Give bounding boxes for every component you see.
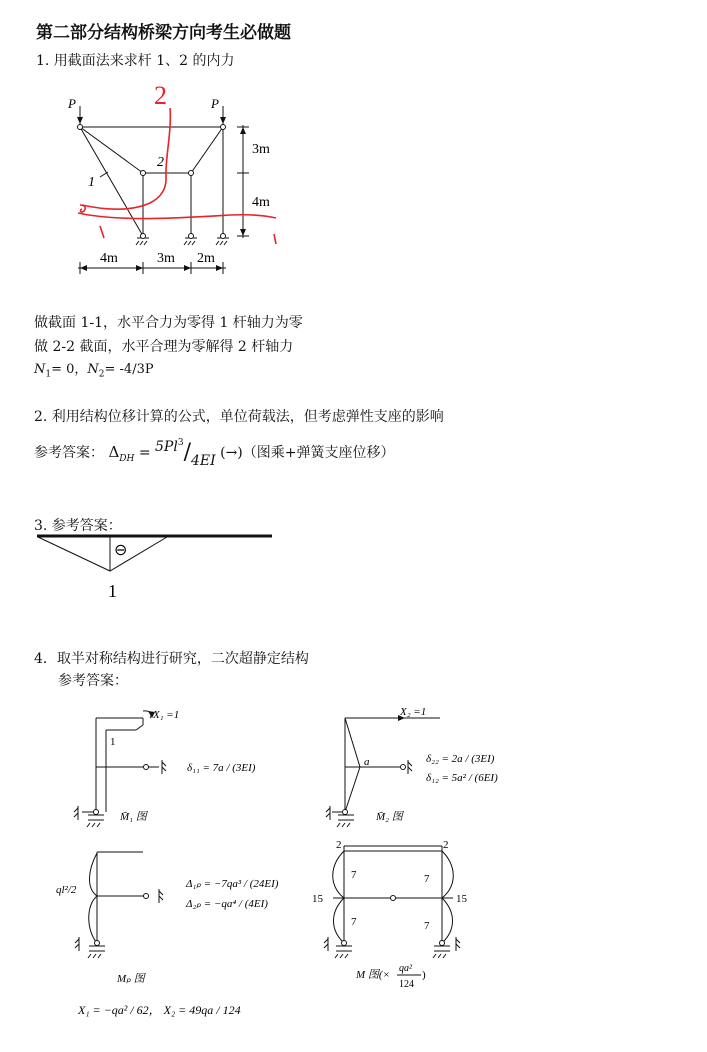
m2-delta1: δ₂₂ = 2a / (3EI) xyxy=(426,753,495,765)
q1-line2: 做 2-2 截面，水平合理为零解得 2 杆轴力 xyxy=(34,339,294,355)
q2-question: 2. 利用结构位移计算的公式，单位荷载法，但考虑弹性支座的影响 xyxy=(34,409,444,425)
m2-a-label: a xyxy=(364,756,370,768)
bar1-label: 1 xyxy=(88,175,95,190)
m-label-7-ll: 7 xyxy=(351,916,357,928)
equals: = xyxy=(138,445,151,461)
bar2-label: 2 xyxy=(157,155,164,170)
mp-caption: Mₚ 图 xyxy=(117,973,145,985)
influence-value: 1 xyxy=(108,581,117,601)
n2-label: N xyxy=(87,362,99,377)
n1-sub: 1 xyxy=(45,369,52,380)
m-label-7-ul: 7 xyxy=(351,869,357,881)
dim-4m-vertical: 4m xyxy=(252,195,270,210)
q4-answer-label: 参考答案： xyxy=(58,673,128,689)
note: （图乘+弹簧支座位移） xyxy=(242,445,395,461)
m1-x-label: X₁ =1 xyxy=(153,709,180,721)
n2-value: = -4/3P xyxy=(104,362,154,377)
load-p-left: P xyxy=(68,96,76,111)
n1-value: = 0， xyxy=(51,362,88,377)
m-factor-den: 124 xyxy=(399,979,414,990)
mp-left-label: ql²/2 xyxy=(56,884,77,896)
m-caption: M 图(× xyxy=(356,969,390,981)
m1-caption: M̄₁ 图 xyxy=(120,811,147,823)
delta-sub: DH xyxy=(119,453,135,464)
minus-sign: ⊖ xyxy=(114,542,128,559)
q1-question: 1. 用截面法来求杆 1、2 的内力 xyxy=(36,53,235,69)
m-factor-num: qa² xyxy=(399,963,412,974)
m1-delta: δ₁₁ = 7a / (3EI) xyxy=(187,762,256,774)
m-caption-end: ) xyxy=(422,969,426,981)
n1-label: N xyxy=(34,362,46,377)
dim-4m-horizontal: 4m xyxy=(100,251,118,266)
n2-sub: 2 xyxy=(98,369,105,380)
m-label-15-left: 15 xyxy=(312,893,323,905)
hand-mark-2: 2 xyxy=(154,81,167,110)
q4-result: X₁ = −qa² / 62， X₂ = 49qa / 124 xyxy=(78,1003,241,1017)
m-label-2-left: 2 xyxy=(336,839,342,851)
num-sup: 3 xyxy=(177,438,184,449)
load-p-right: P xyxy=(211,96,219,111)
m2-delta2: δ₁₂ = 5a² / (6EI) xyxy=(426,772,498,784)
answer-prefix: 参考答案： xyxy=(34,445,104,461)
m-label-2-right: 2 xyxy=(443,839,449,851)
q3-question: 3. 参考答案： xyxy=(34,518,122,534)
m2-caption: M̄₂ 图 xyxy=(376,811,403,823)
q1-line1: 做截面 1-1，水平合力为零得 1 杆轴力为零 xyxy=(34,315,303,331)
m-label-7-ur: 7 xyxy=(424,873,430,885)
denominator: 4EI xyxy=(190,453,216,469)
q2-answer: 参考答案： $\Delta_{DH} = 5Pl^3/4EI$ (→)（图乘+弹簧支座位移） xyxy=(34,438,395,469)
arrow: (→) xyxy=(220,445,243,461)
dim-2m-horizontal: 2m xyxy=(197,251,215,266)
m2-x-label: X₂ =1 xyxy=(400,706,427,718)
m-label-15-right: 15 xyxy=(456,893,467,905)
m-label-7-lr: 7 xyxy=(424,920,430,932)
m1-one-label: 1 xyxy=(110,736,116,748)
dim-3m-horizontal: 3m xyxy=(157,251,175,266)
q4-question: 4．取半对称结构进行研究，二次超静定结构 xyxy=(34,651,309,667)
mp-delta1: Δ₁ₚ = −7qa³ / (24EI) xyxy=(186,878,279,890)
page-title: 第二部分结构桥梁方向考生必做题 xyxy=(36,23,291,43)
mp-delta2: Δ₂ₚ = −qa⁴ / (4EI) xyxy=(186,898,268,910)
dim-3m-vertical: 3m xyxy=(252,142,270,157)
numerator: 5Pl xyxy=(155,439,178,455)
delta-symbol: Δ xyxy=(108,443,120,461)
